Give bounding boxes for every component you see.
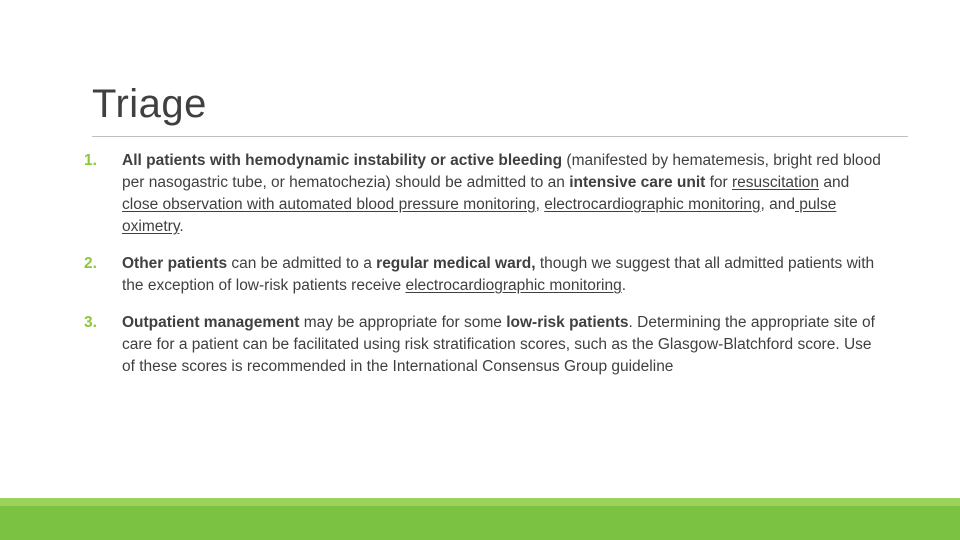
list-number-2: 2. — [84, 255, 97, 272]
text-segment: . Determining the appropriate site of care for a patient can be facilitated using risk stratification scores, such as the Glasgow-Blatchford score. Use of these scores is recommended in the International Consensus Group guideline — [122, 314, 875, 375]
text-segment: . — [179, 218, 184, 235]
text-segment: Outpatient management — [122, 314, 300, 331]
text-segment: . — [621, 277, 627, 294]
text-segment: close observation with automated blood pressure monitoring — [122, 196, 536, 213]
item-2-text — [122, 255, 874, 294]
text-segment: electrocardiographic monitoring — [544, 196, 761, 213]
text-segment: bright red blood per nasogastric tube, or hematochezia) should be admitted to an — [122, 152, 881, 191]
footer-bar — [0, 506, 960, 540]
text-segment: resuscitation — [732, 174, 820, 191]
slide-title: Triage — [92, 82, 207, 126]
text-segment: intensive care unit — [569, 174, 706, 191]
list-item-3 — [84, 312, 884, 378]
item-1-text — [122, 152, 881, 235]
text-segment: low-risk patients — [506, 314, 629, 331]
text-segment: and — [819, 174, 850, 191]
list-item-1 — [84, 150, 884, 238]
text-segment: electrocardiographic monitoring — [405, 277, 622, 294]
text-segment: for — [705, 174, 732, 191]
text-segment: can be admitted to a — [227, 255, 377, 272]
text-segment: pulse oximetry — [122, 196, 837, 235]
text-segment: (manifested by hematemesis, — [562, 152, 774, 169]
list-number-1: 1. — [84, 152, 97, 169]
item-3-text — [122, 314, 875, 375]
footer-accent-bar — [0, 498, 960, 506]
text-segment: All patients with hemodynamic instability or active bleeding — [122, 152, 563, 169]
text-segment: regular medical ward, — [376, 255, 536, 272]
text-segment: , and — [760, 196, 795, 213]
title-divider — [92, 136, 908, 137]
text-segment: Other patients — [122, 255, 228, 272]
triage-list — [84, 150, 884, 393]
text-segment: may be appropriate for some — [299, 314, 507, 331]
list-item-2 — [84, 253, 884, 297]
text-segment: , — [535, 196, 545, 213]
text-segment: though we suggest that all admitted patients with the exception of low-risk patients receive — [122, 255, 875, 294]
list-number-3: 3. — [84, 314, 97, 331]
